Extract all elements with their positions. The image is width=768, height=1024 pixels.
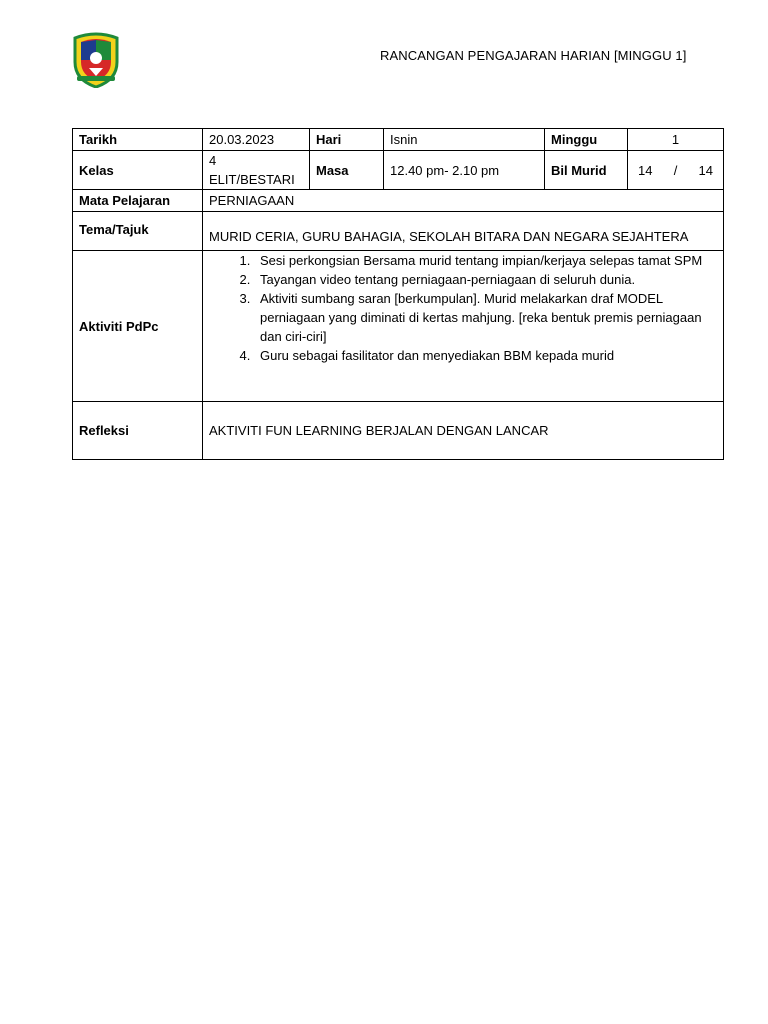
kelas-value: 4 ELIT/BESTARI bbox=[203, 151, 310, 190]
table-row bbox=[73, 129, 724, 151]
masa-label: Masa bbox=[310, 151, 384, 190]
bil-murid-label: Bil Murid bbox=[545, 151, 628, 190]
bil-murid-value bbox=[628, 151, 724, 190]
tema-label: Tema/Tajuk bbox=[73, 212, 203, 251]
table-row bbox=[73, 190, 724, 212]
kelas-label: Kelas bbox=[73, 151, 203, 190]
activity-list bbox=[209, 251, 717, 365]
list-item: 2. Tayangan video tentang perniagaan-perniagaan di seluruh dunia. bbox=[254, 270, 717, 289]
tarikh-value: 20.03.2023 bbox=[203, 129, 310, 151]
table-row bbox=[73, 251, 724, 402]
minggu-value: 1 bbox=[628, 129, 724, 151]
list-item: 3. Aktiviti sumbang saran [berkumpulan]. Murid melakarkan draf MODEL perniagaan yang diminati di kertas mahjung. [reka bentuk premis perniagaan dan ciri-ciri] bbox=[254, 289, 717, 346]
minggu-label: Minggu bbox=[545, 129, 628, 151]
table-row bbox=[73, 402, 724, 460]
mata-pelajaran-value: PERNIAGAAN bbox=[203, 190, 724, 212]
bil-murid-jumlah: 14 bbox=[698, 162, 713, 178]
list-item: 4. Guru sebagai fasilitator dan menyediakan BBM kepada murid bbox=[254, 346, 717, 365]
refleksi-label: Refleksi bbox=[73, 402, 203, 460]
masa-value: 12.40 pm- 2.10 pm bbox=[384, 151, 545, 190]
school-crest-icon bbox=[71, 32, 121, 88]
table-row bbox=[73, 212, 724, 251]
table-row bbox=[73, 151, 724, 190]
hari-label: Hari bbox=[310, 129, 384, 151]
refleksi-value: AKTIVITI FUN LEARNING BERJALAN DENGAN LANCAR bbox=[203, 402, 724, 460]
aktiviti-label: Aktiviti PdPc bbox=[73, 251, 203, 402]
aktiviti-value bbox=[203, 251, 724, 402]
mata-pelajaran-label: Mata Pelajaran bbox=[73, 190, 203, 212]
document-title: RANCANGAN PENGAJARAN HARIAN [MINGGU 1] bbox=[380, 48, 687, 63]
bil-murid-separator: / bbox=[673, 162, 678, 178]
bil-murid-hadir: 14 bbox=[638, 162, 653, 178]
tarikh-label: Tarikh bbox=[73, 129, 203, 151]
tema-value: MURID CERIA, GURU BAHAGIA, SEKOLAH BITARA DAN NEGARA SEJAHTERA bbox=[203, 212, 724, 251]
list-item: 1. Sesi perkongsian Bersama murid tentang impian/kerjaya selepas tamat SPM bbox=[254, 251, 717, 270]
lesson-plan-table bbox=[72, 128, 724, 460]
hari-value: Isnin bbox=[384, 129, 545, 151]
